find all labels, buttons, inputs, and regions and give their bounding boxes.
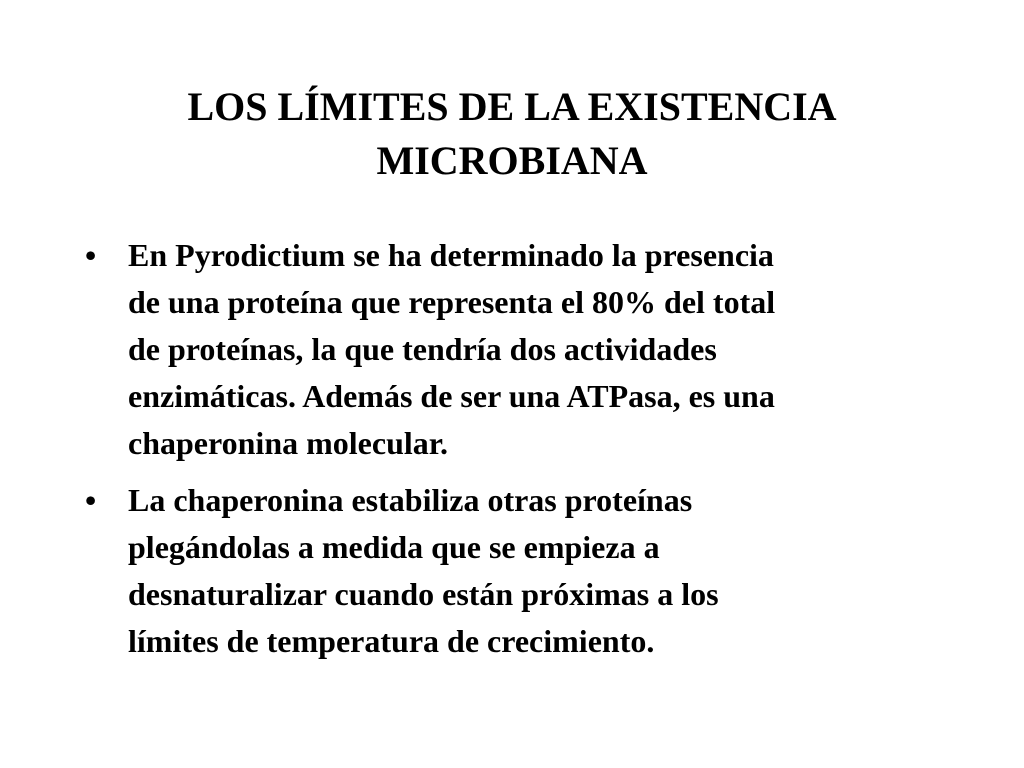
bullet-list <box>85 232 965 675</box>
bullet-2-line-4: límites de temperatura de crecimiento. <box>128 623 655 659</box>
bullet-2-line-3: desnaturalizar cuando están próximas a los <box>128 576 719 612</box>
bullet-item-2 <box>85 477 965 665</box>
slide-title-line-2: MICROBIANA <box>376 138 648 183</box>
slide-title-line-1: LOS LÍMITES DE LA EXISTENCIA <box>187 84 837 129</box>
bullet-1-line-5: chaperonina molecular. <box>128 425 449 461</box>
bullet-item-1 <box>85 232 965 467</box>
bullet-1-line-1: En Pyrodictium se ha determinado la presencia <box>128 237 774 273</box>
bullet-2-line-1: La chaperonina estabiliza otras proteínas <box>128 482 693 518</box>
bullet-dot-icon: • <box>85 482 97 518</box>
bullet-2-line-2: plegándolas a medida que se empieza a <box>128 529 660 565</box>
bullet-1-line-4: enzimáticas. Además de ser una ATPasa, es una <box>128 378 775 414</box>
bullet-1-line-2: de una proteína que representa el 80% del total <box>128 284 776 320</box>
bullet-dot-icon: • <box>85 237 97 273</box>
slide-title <box>0 80 1024 188</box>
bullet-1-line-3: de proteínas, la que tendría dos actividades <box>128 331 717 367</box>
